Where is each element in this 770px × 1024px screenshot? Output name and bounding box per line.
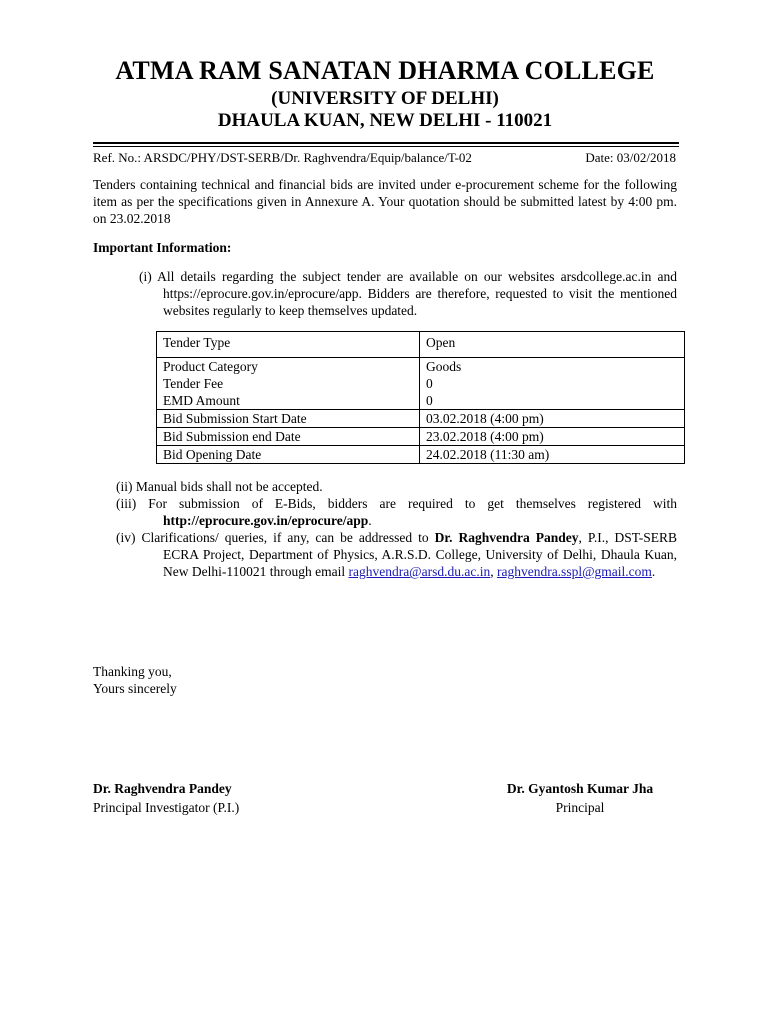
table-cell-label: Bid Submission Start Date xyxy=(157,410,420,428)
reference-number: Ref. No.: ARSDC/PHY/DST-SERB/Dr. Raghvendra/Equip/balance/T-02 xyxy=(93,150,472,165)
closing-thanks: Thanking you, xyxy=(93,664,172,679)
item-text: All details regarding the subject tender are available on our websites arsdcollege.ac.in and https://eprocure.gov.in/eprocure/app. Bidders are therefore, requested to visit the mentioned websites regularly to keep themselves updated. xyxy=(157,269,677,318)
item-number: (i) xyxy=(139,269,152,284)
item-number: (iv) xyxy=(116,530,136,545)
info-item-ii xyxy=(116,478,677,495)
table-row xyxy=(157,358,685,410)
tender-details-table xyxy=(156,331,685,464)
value-text: Goods xyxy=(426,359,462,374)
table-cell-value xyxy=(420,358,685,410)
table-cell-label: Tender Type xyxy=(157,332,420,358)
value-text: 0 xyxy=(426,393,433,408)
table-row xyxy=(157,410,685,428)
table-cell-value: 24.02.2018 (11:30 am) xyxy=(420,446,685,464)
signatory-title: Principal Investigator (P.I.) xyxy=(93,800,240,815)
contact-name: Dr. Raghvendra Pandey xyxy=(434,530,579,545)
eprocure-link[interactable]: http://eprocure.gov.in/eprocure/app xyxy=(163,513,369,528)
intro-paragraph: Tenders containing technical and financial bids are invited under e-procurement scheme for the following item as per the specifications given in Annexure A. Your quotation should be submitted latest by 4:00 pm. on 23.02.2018 xyxy=(93,177,677,226)
label-text: Product Category xyxy=(163,359,258,374)
table-cell-label xyxy=(157,358,420,410)
closing-block xyxy=(93,663,177,697)
table-row xyxy=(157,428,685,446)
item-text: Clarifications/ queries, if any, can be addressed to xyxy=(141,530,429,545)
college-name: ATMA RAM SANATAN DHARMA COLLEGE xyxy=(115,56,655,85)
table-cell-value: Open xyxy=(420,332,685,358)
email-link-secondary[interactable]: raghvendra.sspl@gmail.com xyxy=(496,564,652,579)
important-heading: Important Information: xyxy=(93,240,232,255)
email-link-primary[interactable]: raghvendra@arsd.du.ac.in xyxy=(348,564,491,579)
label-text: Tender Fee xyxy=(163,376,224,391)
university-name: (UNIVERSITY OF DELHI) xyxy=(271,88,499,109)
signature-left xyxy=(93,779,239,817)
document-date: Date: 03/02/2018 xyxy=(585,150,676,165)
signature-right xyxy=(480,779,680,817)
item-end: . xyxy=(651,564,656,579)
table-row xyxy=(157,446,685,464)
item-number: (ii) xyxy=(116,479,133,494)
header-rule-thin xyxy=(93,146,679,147)
table-cell-label: Bid Submission end Date xyxy=(157,428,420,446)
item-number: (iii) xyxy=(116,496,137,511)
signatory-name: Dr. Raghvendra Pandey xyxy=(93,781,232,796)
table-cell-value: 03.02.2018 (4:00 pm) xyxy=(420,410,685,428)
label-text: EMD Amount xyxy=(163,393,240,408)
table-cell-value: 23.02.2018 (4:00 pm) xyxy=(420,428,685,446)
table-cell-label: Bid Opening Date xyxy=(157,446,420,464)
item-text: Manual bids shall not be accepted. xyxy=(135,479,323,494)
email-separator: , xyxy=(490,564,497,579)
item-end: . xyxy=(368,513,372,528)
signatory-name: Dr. Gyantosh Kumar Jha xyxy=(506,781,654,796)
signatory-title: Principal xyxy=(555,800,605,815)
info-item-iii xyxy=(116,495,677,529)
item-text: , P.I., DST-SERB ECRA Project, Department of Physics, A.R.S.D. College, University of Delhi, Dhaula Kuan, New Delhi-110021 through email xyxy=(163,530,678,579)
closing-sincerely: Yours sincerely xyxy=(93,681,177,696)
info-item-iv xyxy=(116,529,677,580)
info-item-i xyxy=(116,268,677,319)
table-row xyxy=(157,332,685,358)
header-rule-thick xyxy=(93,142,679,144)
college-address: DHAULA KUAN, NEW DELHI - 110021 xyxy=(217,110,553,131)
item-text: For submission of E-Bids, bidders are required to get themselves registered with xyxy=(148,496,677,511)
value-text: 0 xyxy=(426,376,433,391)
